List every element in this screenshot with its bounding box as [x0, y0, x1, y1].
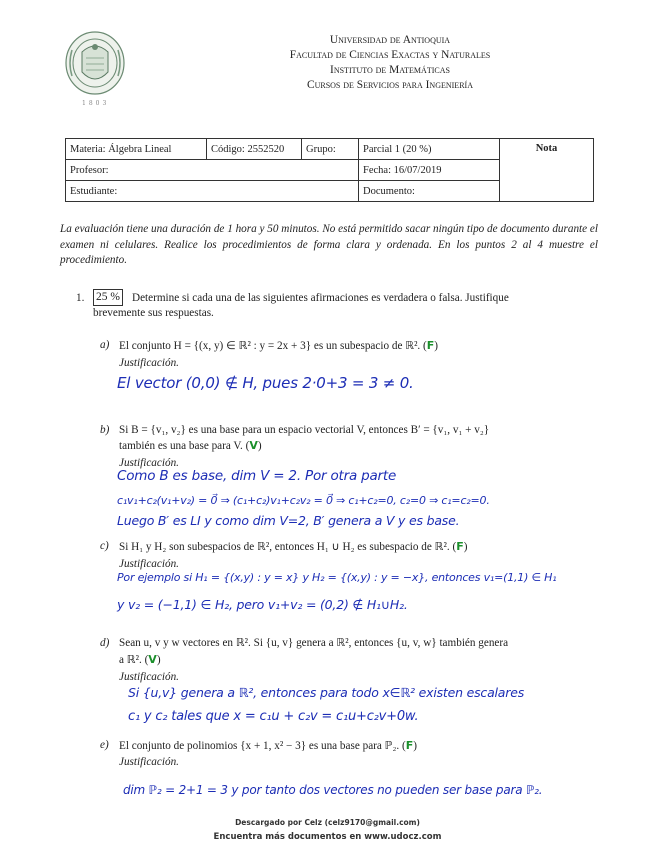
item-e	[100, 738, 598, 772]
item-label: e)	[100, 739, 109, 751]
parcial-cell: Parcial 1 (20 %)	[359, 139, 500, 160]
item-b	[100, 423, 598, 473]
item-a	[100, 338, 598, 408]
university-seal-icon	[64, 30, 126, 96]
answer-mark: F	[456, 540, 464, 553]
handwritten-answer-b-line1: Como B es base, dim V = 2. Por otra parte	[117, 468, 397, 484]
seal-year: 1803	[82, 100, 110, 107]
justification-label: Justificación.	[119, 457, 179, 469]
handwritten-answer-a: El vector (0,0) ∉ H, pues 2·0+3 = 3 ≠ 0.	[117, 374, 414, 392]
handwritten-answer-c-line1: Por ejemplo si H₁ = {(x,y) : y = x} y H₂ = {(x,y) : y = −x}, entonces v₁=(1,1) ∈ H₁	[117, 571, 557, 584]
item-d	[100, 636, 598, 686]
source-link[interactable]: Encuentra más documentos en www.udocz.com	[213, 832, 442, 842]
item-label: c)	[100, 540, 109, 552]
handwritten-answer-b-line2: c₁v₁+c₂(v₁+v₂) = 0⃗ ⇒ (c₁+c₂)v₁+c₂v₂ = 0⃗ ⇒ c₁+c₂=0, c₂=0 ⇒ c₁=c₂=0.	[117, 494, 490, 507]
handwritten-answer-e: dim ℙ₂ = 2+1 = 3 y por tanto dos vectores no pueden ser base para ℙ₂.	[123, 783, 543, 797]
item-label: b)	[100, 424, 110, 436]
institution-header	[180, 33, 600, 93]
handwritten-answer-b-line3: Luego B′ es LI y como dim V=2, B′ genera a V y es base.	[117, 513, 460, 528]
item-statement-line2: a ℝ². (V)	[119, 653, 161, 666]
courses-name: Cursos de Servicios para Ingeniería	[307, 79, 473, 91]
question-percent-box: 25 %	[93, 289, 123, 306]
item-statement: Si H₁ y H₂ son subespacios de ℝ², entonces H₁ ∪ H₂ es subespacio de ℝ². (F)	[119, 540, 468, 553]
item-label: d)	[100, 637, 110, 649]
faculty-name: Facultad de Ciencias Exactas y Naturales	[289, 49, 491, 61]
item-c	[100, 539, 598, 575]
item-statement-line2: también es una base para V. (V)	[119, 439, 262, 452]
item-statement: El conjunto H = {(x, y) ∈ ℝ² : y = 2x + 3} es un subespacio de ℝ². (F)	[119, 339, 438, 352]
institute-name: Instituto de Matemáticas	[330, 64, 450, 76]
grupo-cell: Grupo:	[302, 139, 359, 160]
profesor-cell: Profesor:	[66, 160, 359, 181]
handwritten-answer-d-line1: Si {u,v} genera a ℝ², entonces para todo x∈ℝ² existen escalares	[128, 685, 525, 700]
item-statement: El conjunto de polinomios {x + 1, x² − 3} es una base para ℙ₂. (F)	[119, 739, 417, 752]
item-statement-line1: Sean u, v y w vectores en ℝ². Si {u, v} genera a ℝ², entonces {u, v, w} también genera	[119, 637, 509, 649]
exam-info-table	[65, 138, 594, 202]
answer-mark: F	[426, 339, 435, 352]
question-text-line2: brevemente sus respuestas.	[93, 307, 214, 319]
justification-label: Justificación.	[119, 671, 179, 683]
justification-label: Justificación.	[119, 558, 179, 570]
estudiante-cell: Estudiante:	[66, 181, 359, 202]
answer-mark: V	[148, 653, 157, 666]
item-statement-line1: Si B = {v₁, v₂} es una base para un espacio vectorial V, entonces B′ = {v₁, v₁ + v₂}	[119, 424, 490, 436]
question-text-line1: Determine si cada una de las siguientes afirmaciones es verdadera o falsa. Justifique	[132, 292, 509, 304]
justification-label: Justificación.	[119, 756, 179, 768]
answer-mark: F	[405, 739, 414, 752]
exam-instructions: La evaluación tiene una duración de 1 hora y 50 minutos. No está permitido sacar ningún tipo de documento durante el examen ni celulares. Realice los procedimientos de forma clara y ordenada. En los puntos 2 al 4 muestre el procedimiento.	[60, 223, 598, 266]
handwritten-answer-c-line2: y v₂ = (−1,1) ∈ H₂, pero v₁+v₂ = (0,2) ∉ H₁∪H₂.	[117, 597, 408, 612]
download-credit: Descargado por Celz (celz9170@gmail.com)	[235, 818, 420, 827]
item-label: a)	[100, 339, 110, 351]
materia-cell: Materia: Álgebra Lineal	[66, 139, 207, 160]
handwritten-answer-d-line2: c₁ y c₂ tales que x = c₁u + c₂v = c₁u+c₂v+0w.	[128, 709, 419, 724]
fecha-cell: Fecha: 16/07/2019	[359, 160, 500, 181]
documento-cell: Documento:	[359, 181, 500, 202]
university-name: Universidad de Antioquia	[329, 34, 451, 46]
question-number: 1.	[76, 292, 85, 304]
justification-label: Justificación.	[119, 357, 179, 369]
answer-mark: V	[249, 439, 258, 452]
nota-cell: Nota	[500, 139, 594, 202]
codigo-cell: Código: 2552520	[207, 139, 302, 160]
